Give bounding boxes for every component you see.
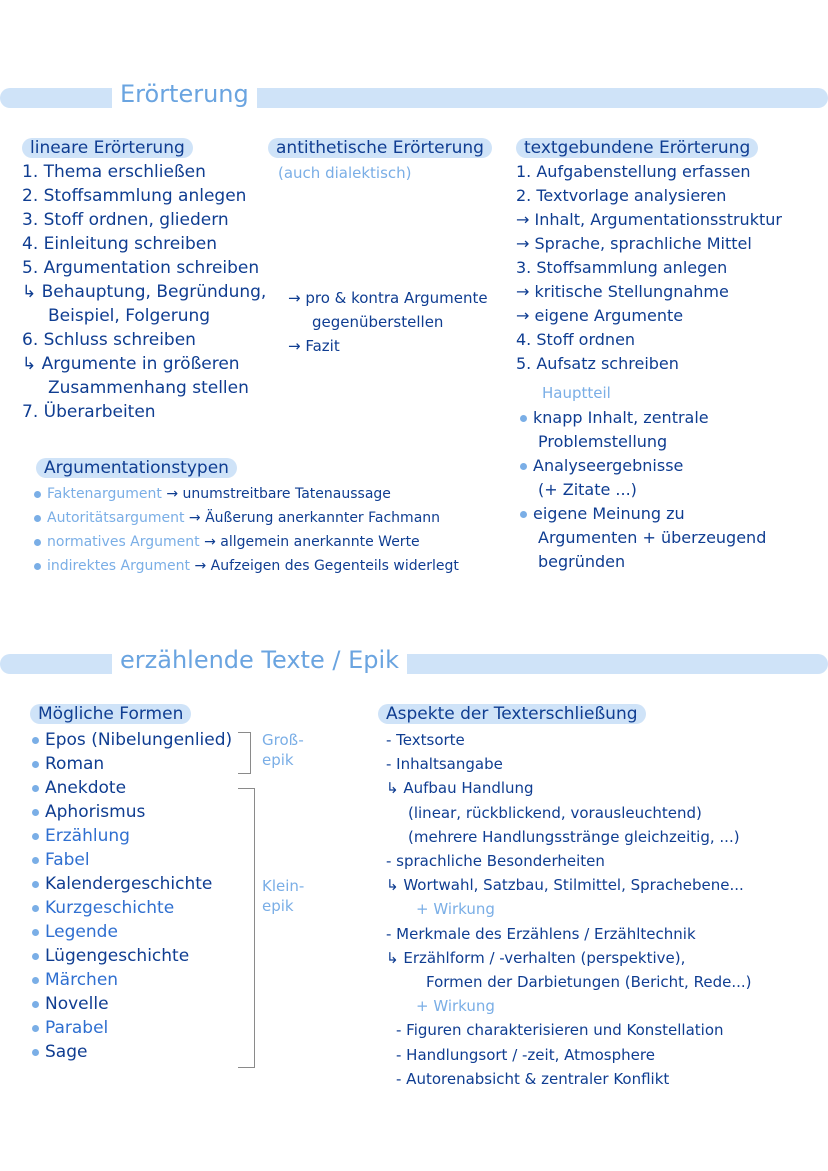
list-item: → pro & kontra Argumente bbox=[288, 289, 488, 307]
list-item: → Fazit bbox=[288, 337, 340, 355]
textgebunden-heading-text: textgebundene Erörterung bbox=[516, 138, 758, 158]
aspect-line: - Merkmale des Erzählens / Erzähltechnik bbox=[386, 924, 696, 943]
argtype-row: Faktenargument → unumstreitbare Tatenaussage bbox=[34, 482, 459, 506]
bullet-dot bbox=[32, 1049, 39, 1056]
list-item: → kritische Stellungnahme bbox=[516, 282, 729, 301]
bullet-dot bbox=[32, 881, 39, 888]
aspect-line: (mehrere Handlungsstränge gleichzeitig, ...) bbox=[408, 827, 740, 846]
list-item bbox=[32, 752, 232, 776]
bullet-dot bbox=[32, 953, 39, 960]
bullet-item: eigene Meinung zu bbox=[520, 502, 766, 526]
list-item: ↳ Argumente in größeren bbox=[22, 354, 240, 374]
bullet-dot bbox=[32, 761, 39, 768]
aspect-line: + Wirkung bbox=[416, 900, 495, 919]
aspekte-heading-text: Aspekte der Texterschließung bbox=[378, 704, 646, 724]
bullet-dot bbox=[32, 929, 39, 936]
bullet-item: Problemstellung bbox=[538, 432, 668, 451]
textgebunden-list bbox=[516, 160, 782, 376]
form-label: Roman bbox=[45, 754, 105, 774]
form-label: Kalendergeschichte bbox=[45, 874, 213, 894]
list-item: 5. Aufsatz schreiben bbox=[516, 354, 679, 373]
list-item: gegenüberstellen bbox=[312, 313, 444, 331]
antithetisch-sub: (auch dialektisch) bbox=[278, 164, 412, 182]
antithetisch-heading-text: antithetische Erörterung bbox=[268, 138, 492, 158]
argtypen-heading bbox=[36, 456, 237, 480]
bullet-dot bbox=[34, 515, 41, 522]
linear-heading-text: lineare Erörterung bbox=[22, 138, 193, 158]
argtypen-list bbox=[34, 482, 459, 578]
aspect-line: ↳ Aufbau Handlung bbox=[386, 779, 534, 798]
aspekte-heading bbox=[378, 702, 646, 726]
list-item bbox=[32, 848, 232, 872]
bullet-dot bbox=[32, 1001, 39, 1008]
bullet-dot bbox=[32, 857, 39, 864]
list-item bbox=[32, 800, 232, 824]
list-item bbox=[32, 824, 232, 848]
bullet-item: Argumenten + überzeugend bbox=[538, 528, 767, 547]
list-item: → eigene Argumente bbox=[516, 306, 684, 325]
form-label: Aphorismus bbox=[45, 802, 146, 822]
list-item bbox=[32, 968, 232, 992]
bullet-dot bbox=[34, 539, 41, 546]
list-item bbox=[32, 992, 232, 1016]
bullet-dot bbox=[520, 511, 527, 518]
argtypen-heading-text: Argumentationstypen bbox=[36, 458, 237, 478]
list-item: 4. Einleitung schreiben bbox=[22, 234, 217, 254]
textgebunden-bullets bbox=[520, 406, 766, 574]
aspect-line: - sprachliche Besonderheiten bbox=[386, 852, 605, 871]
argtype-row: Autoritätsargument → Äußerung anerkannter Fachmann bbox=[34, 506, 459, 530]
aspect-line: ↳ Wortwahl, Satzbau, Stilmittel, Sprachebene... bbox=[386, 876, 744, 895]
form-label: Erzählung bbox=[45, 826, 130, 846]
list-item: 7. Überarbeiten bbox=[22, 402, 156, 422]
aspect-line: - Autorenabsicht & zentraler Konflikt bbox=[396, 1069, 670, 1088]
list-item: → Sprache, sprachliche Mittel bbox=[516, 234, 752, 253]
form-label: Novelle bbox=[45, 994, 109, 1014]
section-title-epik: erzählende Texte / Epik bbox=[112, 646, 407, 674]
argtype-row: indirektes Argument → Aufzeigen des Gegenteils widerlegt bbox=[34, 554, 459, 578]
list-item: Beispiel, Folgerung bbox=[48, 306, 211, 326]
form-label: Anekdote bbox=[45, 778, 127, 798]
bullet-dot bbox=[32, 833, 39, 840]
kleinepik-bracket bbox=[238, 788, 255, 1068]
list-item bbox=[32, 896, 232, 920]
aspect-line: ↳ Erzählform / -verhalten (perspektive), bbox=[386, 948, 686, 967]
aspect-line: (linear, rückblickend, vorausleuchtend) bbox=[408, 803, 702, 822]
bullet-dot bbox=[32, 905, 39, 912]
list-item bbox=[32, 1040, 232, 1064]
textgebunden-heading bbox=[516, 136, 758, 160]
list-item bbox=[32, 776, 232, 800]
list-item bbox=[32, 872, 232, 896]
aspect-line: - Handlungsort / -zeit, Atmosphere bbox=[396, 1045, 655, 1064]
argtype-row: normatives Argument → allgemein anerkannte Werte bbox=[34, 530, 459, 554]
bullet-item: knapp Inhalt, zentrale bbox=[520, 406, 766, 430]
bullet-dot bbox=[34, 563, 41, 570]
bullet-item: begründen bbox=[538, 552, 626, 571]
list-item bbox=[32, 728, 232, 752]
bullet-item: Analyseergebnisse bbox=[520, 454, 766, 478]
bullet-dot bbox=[32, 977, 39, 984]
aspect-line: - Figuren charakterisieren und Konstellation bbox=[396, 1021, 724, 1040]
list-item: 3. Stoff ordnen, gliedern bbox=[22, 210, 229, 230]
kleinepik-label: Klein- epik bbox=[262, 877, 305, 915]
list-item bbox=[32, 944, 232, 968]
list-item bbox=[32, 1016, 232, 1040]
list-item: 2. Textvorlage analysieren bbox=[516, 186, 727, 205]
form-label: Märchen bbox=[45, 970, 119, 990]
list-item: 1. Thema erschließen bbox=[22, 162, 206, 182]
list-item: → Inhalt, Argumentationsstruktur bbox=[516, 210, 782, 229]
aspekte-list bbox=[386, 728, 751, 1091]
aspect-line: - Textsorte bbox=[386, 731, 465, 749]
form-label: Kurzgeschichte bbox=[45, 898, 175, 918]
form-label: Legende bbox=[45, 922, 118, 942]
form-label: Fabel bbox=[45, 850, 90, 870]
form-label: Parabel bbox=[45, 1018, 109, 1038]
form-label: Epos (Nibelungenlied) bbox=[45, 730, 233, 750]
bullet-item: (+ Zitate ...) bbox=[538, 480, 637, 499]
list-item: 6. Schluss schreiben bbox=[22, 330, 196, 350]
bullet-dot bbox=[32, 737, 39, 744]
list-item bbox=[32, 920, 232, 944]
list-item: 5. Argumentation schreiben bbox=[22, 258, 260, 278]
list-item: 4. Stoff ordnen bbox=[516, 330, 636, 349]
bullet-dot bbox=[34, 491, 41, 498]
list-item: 1. Aufgabenstellung erfassen bbox=[516, 162, 751, 181]
formen-heading-text: Mögliche Formen bbox=[30, 704, 191, 724]
bullet-dot bbox=[32, 809, 39, 816]
bullet-dot bbox=[520, 415, 527, 422]
bullet-dot bbox=[32, 1025, 39, 1032]
aspect-line: + Wirkung bbox=[416, 997, 495, 1016]
aspect-line: Formen der Darbietungen (Bericht, Rede...) bbox=[426, 973, 752, 992]
form-label: Sage bbox=[45, 1042, 88, 1062]
linear-heading bbox=[22, 136, 193, 160]
linear-list bbox=[22, 160, 266, 424]
section-title-eroerterung: Erörterung bbox=[112, 80, 257, 108]
bullet-dot bbox=[520, 463, 527, 470]
list-item: 2. Stoffsammlung anlegen bbox=[22, 186, 247, 206]
antithetisch-heading bbox=[268, 136, 492, 160]
form-label: Lügengeschichte bbox=[45, 946, 190, 966]
formen-heading bbox=[30, 702, 191, 726]
grossepik-label: Groß- epik bbox=[262, 731, 304, 769]
grossepik-bracket bbox=[238, 732, 251, 774]
aspect-line: - Inhaltsangabe bbox=[386, 755, 503, 774]
bullet-dot bbox=[32, 785, 39, 792]
list-item: 3. Stoffsammlung anlegen bbox=[516, 258, 728, 277]
list-item: Zusammenhang stellen bbox=[48, 378, 249, 398]
antithetisch-list bbox=[288, 286, 488, 358]
formen-list bbox=[32, 728, 232, 1064]
list-item: ↳ Behauptung, Begründung, bbox=[22, 282, 267, 302]
hauptteil-label: Hauptteil bbox=[542, 384, 611, 402]
